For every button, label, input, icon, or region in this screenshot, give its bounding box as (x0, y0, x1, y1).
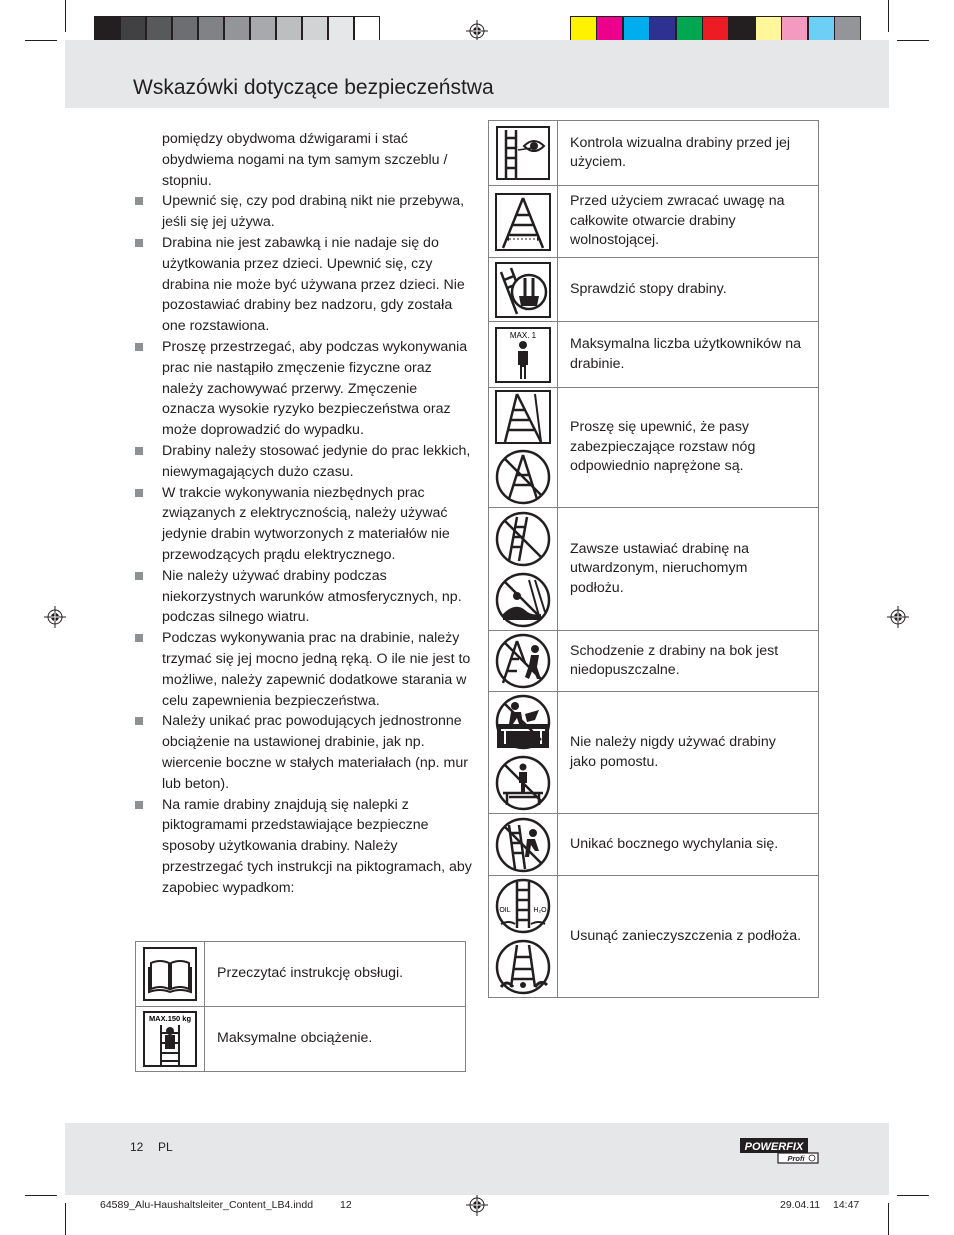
crop-mark (888, 0, 889, 32)
ladder-inspection-icon (496, 126, 550, 180)
crop-mark (25, 40, 57, 41)
bullet-item (162, 191, 472, 233)
gray-swatch (250, 16, 276, 43)
bullet-square-icon (135, 572, 143, 580)
bullet-square-icon (135, 239, 143, 247)
registration-mark-icon (44, 606, 66, 628)
process-color-swatch (570, 16, 597, 43)
process-color-swatch (728, 16, 755, 43)
slippery-ground-prohibited-icon (495, 572, 551, 628)
book-icon (143, 947, 197, 1001)
bullet-item (162, 441, 472, 483)
page-title: Wskazówki dotyczące bezpieczeństwa (133, 76, 494, 99)
table-row (489, 121, 819, 186)
crop-mark (65, 0, 66, 32)
table-row (489, 322, 819, 388)
table-row (489, 631, 819, 692)
table-row (489, 814, 819, 876)
bullet-text: Na ramie drabiny znajdują się nalepki z piktogramami przedstawiające bezpieczne sposoby użytkowania drabiny. Należy przestrzegać tych instrukcji na piktogramach, aby zapobiec wypadkom: (162, 796, 472, 896)
process-color-swatch (781, 16, 808, 43)
soft-ground-prohibited-icon (495, 511, 551, 567)
bullet-item (162, 566, 472, 628)
pictogram-description: Nie należy nigdy używać drabiny jako pomostu. (558, 692, 819, 814)
bullet-item (162, 337, 472, 441)
process-color-swatch (623, 16, 650, 43)
process-color-swatch (834, 16, 861, 43)
crop-mark (897, 1195, 929, 1196)
process-color-swatch (702, 16, 729, 43)
print-date: 29.04.11 (780, 1199, 821, 1211)
oil-label: OIL (499, 907, 511, 914)
pictogram-description: Proszę się upewnić, że pasy zabezpieczające rozstaw nóg odpowiednio naprężone są. (558, 388, 819, 508)
spreader-ok-icon (495, 390, 551, 444)
crop-mark (888, 1203, 889, 1235)
wheelbarrow-bridge-prohibited-icon (495, 694, 551, 750)
brand-sub: Profi (787, 1154, 805, 1163)
gray-swatch (146, 16, 172, 43)
gray-swatch (198, 16, 224, 43)
pictogram-description: Unikać bocznego wychylania się. (558, 814, 819, 876)
table-row (489, 692, 819, 814)
page-number: 12 (130, 1140, 144, 1154)
file-page-number: 12 (340, 1199, 352, 1211)
bullet-item (162, 795, 472, 899)
language-code: PL (158, 1140, 173, 1154)
table-row (489, 876, 819, 998)
bullet-square-icon (135, 489, 143, 497)
pictogram-description: Maksymalna liczba użytkowników na drabinie. (558, 322, 819, 388)
side-dismount-prohibited-icon (495, 633, 551, 689)
registration-mark-icon (887, 606, 909, 628)
spreader-prohibited-icon (495, 449, 551, 505)
oil-water-contamination-icon (495, 878, 551, 934)
process-color-swatch (649, 16, 676, 43)
gray-swatch (276, 16, 302, 43)
registration-mark-icon (466, 20, 488, 42)
pictogram-description: Sprawdzić stopy drabiny. (558, 258, 819, 322)
walkway-prohibited-icon (495, 755, 551, 811)
print-time: 14:47 (833, 1199, 860, 1211)
bullet-square-icon (135, 634, 143, 642)
process-color-swatch (676, 16, 703, 43)
pictogram-description: Przed użyciem zwracać uwagę na całkowite otwarcie drabiny wolnostojącej. (558, 186, 819, 258)
bullet-item (162, 483, 472, 566)
crop-mark (897, 40, 929, 41)
bullet-item (162, 233, 472, 337)
bullet-text: Proszę przestrzegać, aby podczas wykonywania prac nie nastąpiło zmęczenie fizyczne oraz należy zachowywać przerwy. Zmęczenie oznacza wysokie ryzyko bezpieczeństwa oraz może doprowadzić do wypadku. (162, 338, 468, 439)
table-row (489, 258, 819, 322)
bullet-square-icon (135, 197, 143, 205)
table-row (489, 388, 819, 508)
bullet-square-icon (135, 343, 143, 351)
process-color-swatch (755, 16, 782, 43)
bullet-text: Podczas wykonywania prac na drabinie, należy trzymać się jej mocno jedną ręką. O ile nie jest to możliwe, należy zapewnić dodatkowe starania w celu zapewnienia bezpieczeństwa. (162, 630, 471, 709)
table-row (489, 508, 819, 631)
max-load-label: MAX.150 kg (148, 1014, 192, 1023)
bullet-text: Drabina nie jest zabawką i nie nadaje się do użytkowania przez dzieci. Upewnić się, czy drabina nie może być używana przez dzieci. Nie pozostawiać drabiny bez nadzoru, gdy została one rozstawiona. (162, 234, 465, 335)
pictogram-description: Przeczytać instrukcję obsługi. (205, 942, 466, 1007)
brand-name: POWERFIX (744, 1141, 804, 1153)
table-row (136, 1007, 466, 1072)
gray-swatch (328, 16, 354, 43)
gray-swatch (120, 16, 146, 43)
bullet-item (162, 711, 472, 794)
bullet-text: W trakcie wykonywania niezbędnych prac związanych z elektrycznością, należy używać jedynie drabin wytworzonych z materiałów nie przewodzących prądu elektrycznego. (162, 484, 450, 563)
side-lean-prohibited-icon (495, 817, 551, 873)
crop-mark (65, 1203, 66, 1235)
bullet-text: Nie należy używać drabiny podczas niekorzystnych warunków atmosferycznych, np. podczas silnego wiatru. (162, 567, 462, 626)
pictogram-description: Maksymalne obciążenie. (205, 1007, 466, 1072)
max-users-label: MAX. 1 (509, 330, 537, 340)
bullet-item (162, 628, 472, 711)
bullet-list (162, 191, 472, 898)
gray-swatch (172, 16, 198, 43)
gray-swatch (94, 16, 120, 43)
gray-swatch (354, 16, 380, 43)
debris-prohibited-icon (495, 939, 551, 995)
process-color-swatch (596, 16, 623, 43)
gray-swatch (302, 16, 328, 43)
pictogram-description: Schodzenie z drabiny na bok jest niedopuszczalne. (558, 631, 819, 692)
water-label: H₂O (533, 907, 547, 914)
left-pictogram-table (135, 941, 466, 1072)
ladder-feet-icon (495, 262, 551, 318)
bullet-square-icon (135, 717, 143, 725)
bullet-square-icon (135, 801, 143, 809)
registration-mark-icon (466, 1194, 488, 1216)
process-color-swatch (808, 16, 835, 43)
open-ladder-icon (495, 193, 551, 251)
bullet-text: Upewnić się, czy pod drabiną nikt nie przebywa, jeśli się jej używa. (162, 193, 465, 231)
gray-swatch (224, 16, 250, 43)
body-text (162, 129, 472, 898)
pictogram-description: Kontrola wizualna drabiny przed jej użyciem. (558, 121, 819, 186)
max-users-icon (495, 327, 551, 383)
crop-mark (25, 1195, 57, 1196)
max-load-icon (143, 1011, 197, 1067)
powerfix-logo (740, 1138, 820, 1164)
bullet-square-icon (135, 447, 143, 455)
table-row (489, 186, 819, 258)
bullet-text: Należy unikać prac powodujących jednostronne obciążenie na ustawionej drabinie, jak np. wiercenie boczne w stałych materiałach (np. mur lub beton). (162, 713, 468, 792)
file-name: 64589_Alu-Haushaltsleiter_Content_LB4.indd (100, 1199, 314, 1211)
pictogram-description: Zawsze ustawiać drabinę na utwardzonym, nieruchomym podłożu. (558, 508, 819, 631)
intro-paragraph: pomiędzy obydwoma dźwigarami i stać obydwiema nogami na tym samym szczeblu / stopniu. (162, 131, 448, 189)
right-pictogram-table (488, 120, 819, 998)
pictogram-description: Usunąć zanieczyszczenia z podłoża. (558, 876, 819, 998)
table-row (136, 942, 466, 1007)
bullet-text: Drabiny należy stosować jedynie do prac lekkich, niewymagających dużo czasu. (162, 442, 471, 480)
